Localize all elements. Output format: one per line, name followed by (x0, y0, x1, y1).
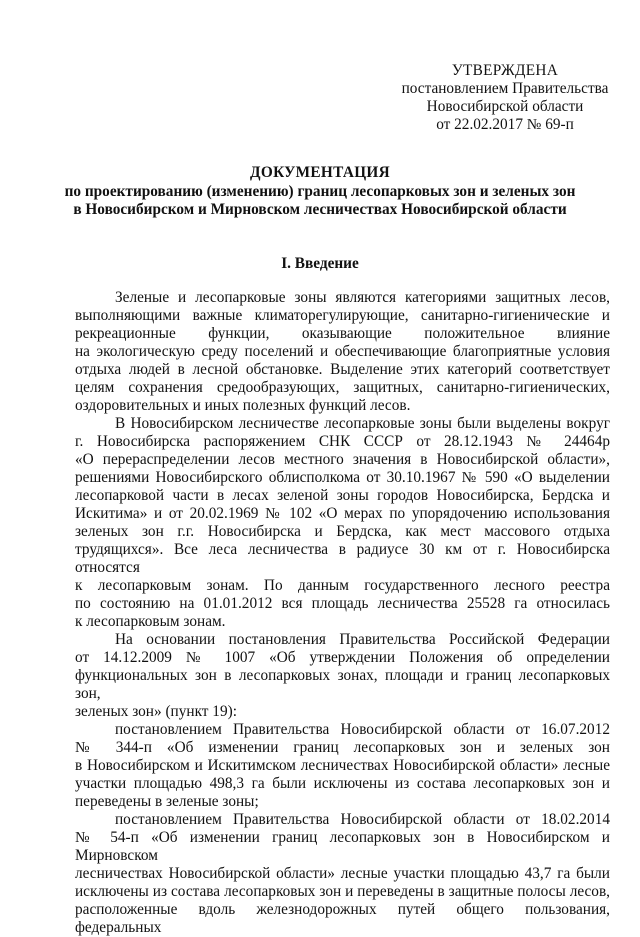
text-line: исключены из состава лесопарковых зон и переведены в защитные полосы лесов, (75, 883, 610, 900)
text-line: к лесопарковым зонам. (75, 613, 226, 630)
text-line: участки площадью 498,3 га были исключены из состава лесопарковых зон и (75, 775, 610, 792)
text-line: «О перераспределении лесов местного значения в Новосибирской области», (75, 451, 610, 468)
text-line: на экологическую среду поселений и обеспечивающие благоприятные условия (75, 343, 610, 360)
text-line: постановлением Правительства Новосибирской области от 18.02.2014 (115, 811, 610, 828)
section-title: I. Введение (281, 255, 359, 272)
text-line: На основании постановления Правительства Российской Федерации (115, 631, 610, 648)
approval-line-2: Новосибирской области (426, 98, 584, 115)
text-line: В Новосибирском лесничестве лесопарковые зоны были выделены вокруг (115, 415, 610, 432)
text-line: переведены в зеленые зоны; (75, 793, 259, 810)
text-line: зеленых зон» (пункт 19): (75, 703, 237, 720)
document-body (75, 289, 610, 937)
approval-line-3: от 22.02.2017 № 69-п (436, 116, 574, 133)
text-line: отдыха людей в лесной обстановке. Выделение этих категорий соответствует (75, 361, 610, 378)
paragraph-4 (75, 721, 610, 811)
document-title-block (40, 164, 600, 220)
text-line: в Новосибирском и Искитимском лесничествах Новосибирской области» лесные (75, 757, 610, 774)
text-line: лесничествах Новосибирской области» лесные участки площадью 43,7 га были (75, 865, 610, 882)
text-line: выполняющими важные климаторегулирующие, санитарно-гигиенические и (75, 307, 610, 324)
text-line: лесопарковой части в лесах зеленой зоны городов Новосибирска, Бердска и (75, 487, 610, 504)
text-line: к лесопарковым зонам. По данным государственного лесного реестра (75, 577, 610, 594)
approval-stamp (390, 62, 620, 134)
paragraph-5 (75, 811, 610, 937)
text-line: постановлением Правительства Новосибирской области от 16.07.2012 (115, 721, 610, 738)
paragraph-2 (75, 415, 610, 631)
text-line: оздоровительных и иных полезных функций лесов. (75, 397, 411, 414)
text-line: зеленых зон г.г. Новосибирска и Бердска, как мест массового отдыха (75, 523, 610, 540)
text-line: Зеленые и лесопарковые зоны являются категориями защитных лесов, (115, 289, 610, 306)
text-line: от 14.12.2009 № 1007 «Об утверждении Положения об определении (75, 649, 610, 666)
text-line: Искитима» и от 20.02.1969 № 102 «О мерах по упорядочению использования (75, 505, 610, 522)
paragraph-1 (75, 289, 610, 415)
document-title: ДОКУМЕНТАЦИЯ (250, 164, 390, 181)
text-line: расположенные вдоль железнодорожных путей общего пользования, федеральных (75, 901, 610, 936)
text-line: г. Новосибирска распоряжением СНК СССР от 28.12.1943 № 24464р (75, 433, 610, 450)
text-line: решениями Новосибирского облисполкома от 30.10.1967 № 590 «О выделении (75, 469, 610, 486)
text-line: № 344-п «Об изменении границ лесопарковых зон и зеленых зон (75, 739, 610, 756)
text-line: целям сохранения средообразующих, защитных, санитарно-гигиенических, (75, 379, 610, 396)
text-line: по состоянию на 01.01.2012 вся площадь лесничества 25528 га относилась (75, 595, 610, 612)
text-line: трудящихся». Все леса лесничества в радиусе 30 км от г. Новосибирска относятся (75, 541, 610, 576)
text-line: рекреационные функции, оказывающие положительное влияние (75, 325, 610, 342)
approval-line-1: постановлением Правительства (401, 80, 609, 97)
text-line: функциональных зон в лесопарковых зонах, площади и границ лесопарковых зон, (75, 667, 610, 702)
document-subtitle-2: в Новосибирском и Мирновском лесничествах Новосибирской области (73, 201, 567, 218)
approval-title: УТВЕРЖДЕНА (451, 62, 559, 79)
paragraph-3 (75, 631, 610, 721)
text-line: № 54-п «Об изменении границ лесопарковых зон в Новосибирском и Мирновском (75, 829, 610, 864)
document-subtitle-1: по проектированию (изменению) границ лесопарковых зон и зеленых зон (64, 182, 576, 200)
